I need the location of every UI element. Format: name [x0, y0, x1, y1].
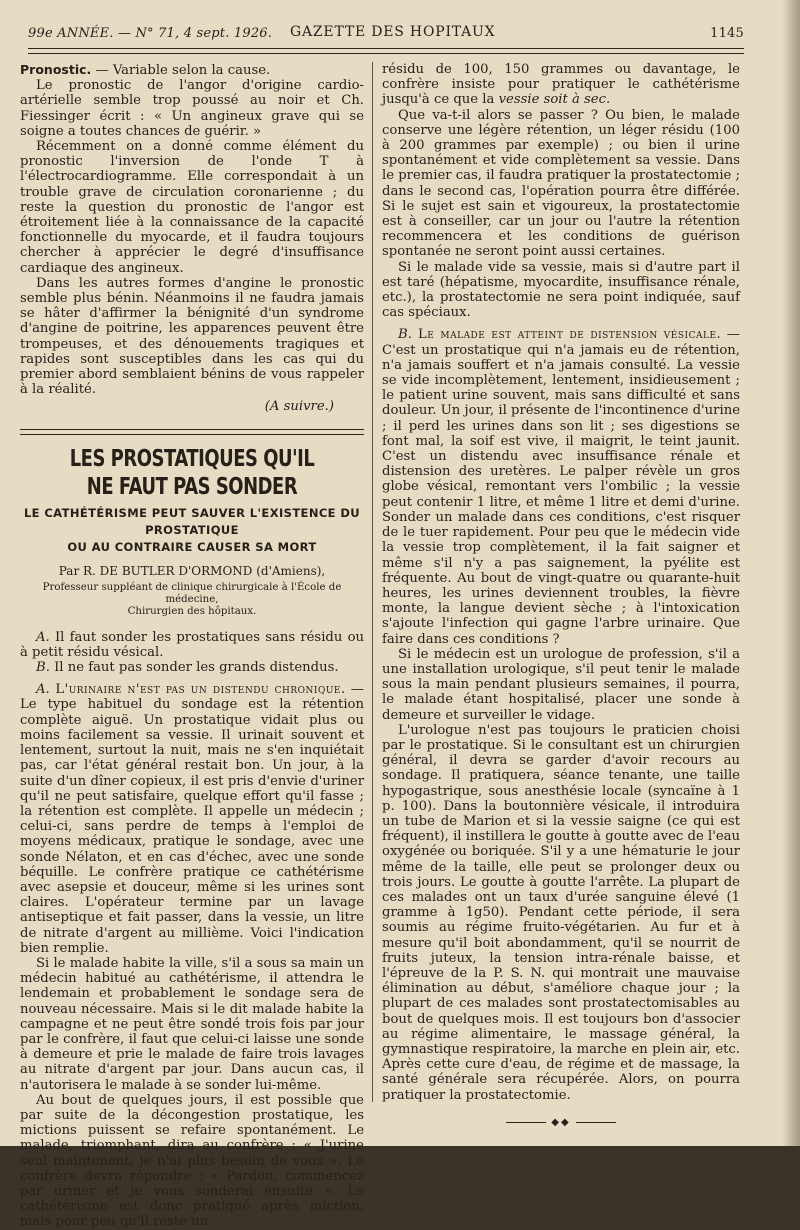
affiliation-line: Professeur suppléant de clinique chirurgicale à l'École de médecine, — [42, 581, 342, 605]
paragraph: Que va-t-il alors se passer ? Ou bien, le malade conserve une légère rétention, un léger résidu (100 à 200 grammes par exemple) ; ou bien il urine spontanément et vide complètement sa vessie. Dans le premier cas, il faudra pratiquer la prostatectomie ; dans le second cas, l'opération pourra être différée. Si le sujet est sain et vigoureux, la prostatectomie est à conseiller, car un jour ou l'autre la rétention recommencera et les conditions de guérison spontanée ne seront point aussi certaines. — [382, 107, 740, 260]
issue-info: 99e ANNÉE. — N° 71, 4 sept. 1926. — [28, 26, 273, 41]
point-letter: B. — [36, 660, 50, 676]
paragraph: Si le médecin est un urologue de profession, s'il a une installation urologique, s'il peut tenir le malade sous la main pendant plusieurs semaines, il pourra, le malade étant hospitalisé, placer une sonde à demeure et surveiller le vidage. — [382, 646, 740, 723]
right-column — [382, 62, 740, 1130]
section-b-paragraph — [382, 327, 740, 646]
section-b-heading: Le malade est atteint de distension vésicale. — [411, 327, 722, 343]
article-title: LES PROSTATIQUES QU'IL NE FAUT PAS SONDER — [69, 445, 315, 500]
paragraph: Récemment on a donné comme élément du pronostic l'inversion de l'onde T à l'électrocardiogramme. Elle correspondait à un trouble grave de circulation coronarienne ; du reste la question du pronostic de l'angor est étroitement liée à la connaissance de la capacité fonctionnelle du myocarde, et il faudra toujours chercher à apprécier le degré d'insuffisance cardiaque des angineux. — [20, 139, 364, 276]
spacer — [382, 320, 740, 327]
point-letter: A. — [36, 629, 50, 645]
section-b-text: — C'est un prostatique qui n'a jamais eu de rétention, n'a jamais souffert et n'a jamais consulté. La vessie se vide incomplètement, lentement, insidieusement ; le patient urine souvent, mais sans difficulté et sans douleur. Un jour, il présente de l'incontinence d'urine ; il perd les urines dans son lit ; ses digestions se font mal, la soif est vive, il maigrit, le teint jaunit. C'est un distendu avec insuffisance rénale et distension des uretères. Le palper révèle un gros globe vésical, remontant vers l'ombilic ; la vessie peut contenir 1 litre, et même 1 litre et demi d'urine. Sonder un malade dans ces conditions, c'est risquer de le tuer rapidement. Pour peu que le médecin vide la vessie trop complètement, il la fait saigner et même s'il n'y a pas saignement, la pyélite est fréquente. Au bout de vingt-quatre ou quarante-huit heures, les urines deviennent troubles, la fièvre monte, la langue devient sèche ; à l'intoxication s'ajoute l'infection qui gagne l'arbre urinaire. Que faire dans ces conditions ? — [382, 327, 740, 647]
paragraph: Au bout de quelques jours, il est possible que par suite de la décongestion prostatique, les mictions puissent se refaire spontanément. Le malade, triomphant, dira au confrère : « J'urine seul maintenant, je n'ai plus besoin de vous ». Le confrère devra répondre : « Pardon, commencez par uriner et je vous sonderai ensuite ». Le cathétérisme est donc pratiqué après miction, mais pour peu qu'il reste un — [20, 1092, 364, 1230]
paragraph: Dans les autres formes d'angine le pronostic semble plus bénin. Néanmoins il ne faudra jamais se hâter d'affirmer la bénignité d'un syndrome d'angine de poitrine, les apparences peuvent être trompeuses, et des dénouements tragiques et rapides sont susceptibles dans les cas qui du premier abord semblaient bénins de vous rappeler à la réalité. — [20, 275, 364, 398]
header-rule — [28, 48, 744, 54]
article-subtitle-line: OU AU CONTRAIRE CAUSER SA MORT — [67, 539, 317, 554]
pronostic-lead: — Variable selon la cause. — [91, 63, 271, 78]
point-text: Il faut sonder les prostatiques sans résidu ou à petit résidu vésical. — [20, 629, 364, 660]
paragraph: Si le malade habite la ville, s'il a sous sa main un médecin habitué au cathétérisme, il attendra le lendemain et probablement le sondage sera de nouveau nécessaire. Mais si le dit malade habite la campagne et ne peut être sondé trois fois par jour par le confrère, il faut que celui-ci laisse une sonde à demeure et prie le malade de faire trois lavages au nitrate d'argent par jour. Dans aucun cas, il n'autorisera le malade à se sonder lui-même. — [20, 955, 364, 1093]
left-column — [20, 62, 364, 1230]
end-ornament: ◆◆ — [382, 1115, 740, 1130]
summary-point-b — [20, 660, 364, 675]
article-separator — [20, 429, 364, 435]
continued-paragraph — [382, 62, 740, 108]
paragraph: Si le malade vide sa vessie, mais si d'autre part il est taré (hépatisme, myocardite, insuffisance rénale, etc.), la prostatectomie ne sera point indiquée, sauf cas spéciaux. — [382, 259, 740, 321]
article-subtitle-line: LE CATHÉTÉRISME PEUT SAUVER L'EXISTENCE DU PROSTATIQUE — [23, 505, 361, 537]
paragraph-text: résidu de 100, 150 grammes ou davantage, le confrère insiste pour pratiquer le cathétérisme jusqu'à ce que la — [382, 62, 740, 108]
author-affiliation — [20, 582, 364, 618]
emphasis-text: vessie soit à sec. — [498, 92, 611, 108]
affiliation-line: Chirurgien des hôpitaux. — [127, 605, 257, 617]
continued-note: (A suivre.) — [264, 399, 334, 415]
paragraph: Le pronostic de l'angor d'origine cardio-artérielle semble trop poussé au noir et Ch. Fiessinger écrit : « Un angineux grave qui se soigne a toutes chances de guérir. » — [20, 78, 364, 139]
page-number: 1145 — [710, 26, 744, 41]
section-a-paragraph — [20, 682, 364, 956]
journal-title: GAZETTE DES HOPITAUX — [290, 24, 496, 40]
pronostic-paragraph — [20, 62, 364, 78]
section-letter: B. — [398, 327, 412, 343]
paragraph: L'urologue n'est pas toujours le praticien choisi par le prostatique. Si le consultant est un chirurgien général, il devra se garder d'avoir recours au sondage. Il pratiquera, séance tenante, une taille hypogastrique, sous anesthésie locale (syncaïne à 1 p. 100). Dans la boutonnière vésicale, il introduira un tube de Marion et si la vessie saigne (ce qui est fréquent), il instillera le goutte à goutte avec de l'eau oxygénée ou boriquée. S'il y a une hématurie le jour même de la taille, elle peut se prolonger deux ou trois jours. Le goutte à goutte l'arrête. La plupart de ces malades ont un taux d'urée sanguine élevé (1 gramme à 1g50). Pendant cette période, il sera soumis au régime fruito-végétarien. Au fur et à mesure qu'il boit abondamment, qu'il se nourrit de fruits juteux, la tension intra-rénale baisse, et l'épreuve de la P. S. N. qui montrait une mauvaise élimination au début, s'améliore chaque jour ; la plupart de ces malades sont prostatectomisables au bout de quelques mois. Il est toujours bon d'associer au régime alimentaire, le massage général, la gymnastique respiratoire, la marche en plein air, etc. Après cette cure d'eau, de régime et de massage, la santé générale sera récupérée. Alors, on pourra pratiquer la prostatectomie. — [382, 722, 740, 1103]
section-letter: A. — [36, 682, 50, 698]
column-divider — [372, 62, 373, 1102]
article-subtitle — [20, 505, 364, 556]
section-a-text: — Le type habituel du sondage est la rétention complète aiguë. Un prostatique vidait plus ou moins facilement sa vessie. Il urinait souvent et lentement, surtout la nuit, mais ne s'en inquiétait pas, car l'état général restait bon. Un jour, à la suite d'un dîner copieux, il est pris d'envie d'uriner qu'il ne peut satisfaire, quelque effort qu'il fasse ; la rétention est complète. Il appelle un médecin ; celui-ci, sans perdre de temps à l'emploi de moyens médicaux, pratique le sondage, avec une sonde Nélaton, et en cas d'échec, avec une sonde béquille. Le confrère pratique ce cathétérisme avec asepsie et douceur, même si les urines sont claires. L'opérateur termine par un lavage antiseptique et fait passer, dans la vessie, un litre de nitrate d'argent au millième. Voici l'indication bien remplie. — [20, 682, 364, 956]
spacer — [20, 675, 364, 682]
article-author: Par R. DE BUTLER D'ORMOND (d'Amiens), — [58, 563, 326, 578]
point-text: Il ne faut pas sonder les grands distendus. — [49, 660, 339, 676]
page-header — [28, 24, 744, 46]
section-a-heading: L'urinaire n'est pas un distendu chronique. — [49, 682, 346, 698]
summary-point-a — [20, 630, 364, 660]
page-edge-shadow — [782, 0, 800, 1146]
pronostic-heading: Pronostic. — [20, 62, 92, 77]
